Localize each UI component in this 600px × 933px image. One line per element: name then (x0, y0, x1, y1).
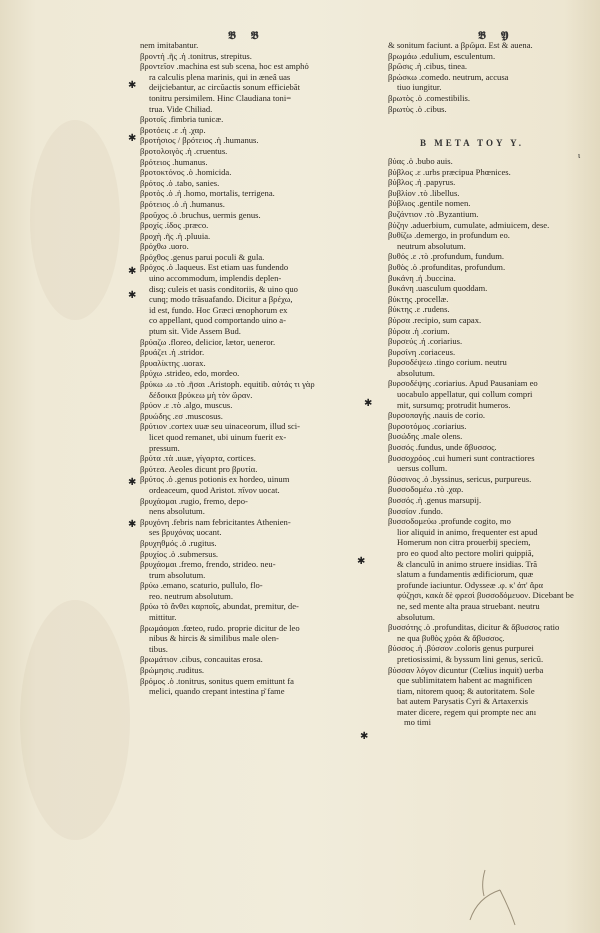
text-line: βυρσοτόμος .coriarius. (388, 420, 467, 431)
signature-mark-left: 𝕭 𝕭 (228, 30, 265, 42)
text-line: βυβλίον .τὸ .libellus. (388, 187, 460, 198)
text-line: deijciebantur, ac circũactis sonum efficiebăt (149, 82, 301, 93)
text-line: βύβλος .ἡ .papyrus. (388, 177, 456, 188)
text-line: lior aliquid in animo, frequenter est apud (397, 526, 538, 537)
text-line: βύας .ὁ .bubo auis. (388, 156, 453, 166)
marginal-doodle (460, 860, 520, 930)
text-line: que sublimitatem habent ac magnificen (397, 675, 533, 686)
text-line: βυσσότης .ὁ .profunditas, dicitur & ἄβυσσος ratio (388, 622, 560, 633)
text-line: βρύω τὸ ἄνθει καρποῖς, abundat, premitur, de- (140, 601, 299, 612)
text-line: ne, sed mente alta praua struebant. neutru (397, 600, 540, 611)
text-line: βροτοῖς .fimbria tunicæ. (140, 114, 224, 125)
left-column (140, 40, 366, 697)
text-line: pretiosissimi, & byssum lini genus, sericũ. (397, 653, 544, 664)
text-line: βροντεῖον .machina est sub scena, hoc est amphό (140, 61, 309, 72)
section-heading: B META TOY Y. (420, 138, 525, 148)
text-line: βρύκω .ω .τὸ .ῆσαι .Aristoph. equitib. αὐτάς τι γὰρ (140, 379, 315, 389)
text-line: βρυχόνη .febris nam febricitantes Athenien- (140, 516, 291, 527)
text-line: melici, quando crepant intestina p͂ fame (149, 686, 285, 697)
text-line: βρωτὺς .ὁ .cibus. (388, 103, 447, 114)
margin-asterisk: ✱ (128, 290, 137, 301)
text-line: βρύχω .strideo, edo, mordeo. (140, 368, 240, 379)
text-line: βρότειος .humanus. (140, 156, 208, 167)
text-line: βυσσοδομεύω .profunde cogito, mo (388, 516, 511, 527)
text-line: βυρσοδέψης .coriarius. Apud Pausaniam eo (388, 378, 538, 389)
text-line: cunq; modo trãsuafando. Dicitur a βρέχω, (149, 294, 293, 305)
text-line: βρύον .ε .τὸ .algo, muscus. (140, 400, 233, 411)
text-line: βύβλος .ε .urbs præcipua Phœnices. (388, 166, 511, 177)
text-line: Homerum non citra prouerbij speciem, (397, 537, 531, 548)
margin-asterisk: ✱ (357, 556, 366, 567)
text-line: βρυαλίκτης .uorax. (140, 357, 206, 368)
text-line: βυκάνη .ἡ .buccina. (388, 272, 456, 283)
text-line: βύσσος .ἡ .βύσσον .coloris genus purpurei (388, 643, 534, 654)
text-line: ordeaceum, quod Aristot. πῖνον uocat. (149, 484, 280, 495)
text-line: βρωμάτιον .cibus, concauitas erosa. (140, 654, 263, 665)
text-line: βυρσίνη .coriaceus. (388, 346, 456, 357)
text-line: βρωτὸς .ὁ .comestibilis. (388, 92, 471, 103)
text-line: βροχὴ .ῆς .ἡ .pluuia. (140, 230, 211, 241)
text-line: uino accommodum, implendis deplen- (149, 273, 282, 284)
text-line: pro eo quod alto pectore moliri quippiã, (397, 547, 534, 558)
text-line: βύσσαν λόγον dicuntur (Cœlius inquit) uerba (388, 664, 544, 675)
text-line: βυρσοπαγής .nauis de corio. (388, 410, 486, 421)
text-line: βυθὸς .ὁ .profunditas, profundum. (388, 261, 506, 272)
text-line: nens absolutum. (149, 506, 205, 517)
text-line: βροτήσιος / βρότειος .ἡ .humanus. (140, 135, 259, 146)
text-line: βύρσα .ἡ .corium. (388, 325, 450, 336)
text-line: βρυχηθμός .ὁ .rugitus. (140, 537, 217, 548)
text-line: tibus. (149, 643, 168, 654)
text-line: βυσσός .fundus, unde ἄβυσσος. (388, 442, 497, 453)
text-line: βροῦχος .ὁ .bruchus, uermis genus. (140, 209, 261, 220)
text-line: βύρσα .recipio, sum capax. (388, 314, 482, 325)
margin-asterisk: ✱ (360, 731, 369, 742)
text-line: licet quod remanet, ubi uinum fuerit ex- (149, 431, 287, 442)
text-line: βροτολοιγὸς .ἡ .cruentus. (140, 145, 228, 156)
text-line: slatum a fundamentis ædificiorum, quæ (397, 569, 534, 580)
text-line: mittitur. (149, 612, 177, 623)
text-line: disq; culeis et uasis conditoriis, & uino quo (149, 283, 298, 294)
text-line: βρότος .ὁ .tabo, sanies. (140, 177, 220, 188)
text-line: nem imitabantur. (140, 40, 199, 50)
text-line: βυρσοδέψεω .tingo corium. neutru (388, 357, 507, 368)
text-line: trum absolutum. (149, 569, 206, 580)
paper-stain (20, 600, 130, 840)
text-line: βροτόεις .ε .ἡ .χαρ. (140, 124, 206, 135)
text-line: βρύαζω .floreo, delicior, lætor, ueneror. (140, 336, 276, 347)
text-line: βυσσοχρόος .cui humeri sunt contractiores (388, 452, 535, 463)
margin-asterisk: ✱ (364, 398, 373, 409)
text-line: βροντή .ῆς .ἡ .tonitrus, strepitus. (140, 50, 252, 61)
text-line: neutrum absolutum. (397, 240, 466, 251)
text-line: tiuo iungitur. (397, 82, 442, 93)
text-line: βύβλιος .gentile nomen. (388, 198, 471, 209)
text-line: βρωμάομαι .fœteo, rudo. proprie dicitur de leo (140, 622, 300, 633)
text-line: mater dicere, regem qui prompte nec anı (397, 706, 537, 717)
text-line: profunde iaciuntur. Odysseæ .φ. κ' ἀπ' ἄρα (397, 579, 543, 590)
text-line: βυζάντιον .τὸ .Byzantium. (388, 208, 479, 219)
text-line: trua. Vide Chiliad. (149, 103, 213, 114)
text-line: ne qua βυθὸς χρόα & ἄβυσσος. (397, 632, 505, 643)
text-line: absolutum. (397, 367, 435, 378)
text-line: βυσσοδομέω .τὸ .χαρ. (388, 484, 464, 495)
text-line: βρόμος .ὁ .tonitrus, sonitus quem emittunt fa (140, 675, 294, 686)
text-line: βρύτος .ὁ .genus potionis ex hordeo, uinum (140, 474, 290, 485)
text-line: βρυώδης .εσ .muscosus. (140, 410, 223, 421)
margin-asterisk: ✱ (128, 266, 137, 277)
text-line: nibus & hircis & similibus male olen- (149, 633, 279, 644)
margin-asterisk: ✱ (128, 133, 137, 144)
text-line: id est, fundo. Hoc Græci œnophorum ex (149, 304, 288, 315)
text-line: βροτὸς .ὁ .ἡ .homo, mortalis, terrigena. (140, 188, 275, 199)
text-line: βυθίζω .demergo, in profundum eo. (388, 230, 510, 241)
paper-stain (30, 120, 120, 320)
text-line: βρότειος .ὁ .ἡ .humanus. (140, 198, 225, 209)
right-column-main (388, 156, 594, 728)
text-line: absolutum. (397, 611, 435, 622)
margin-asterisk: ✱ (128, 477, 137, 488)
text-line: uersus collum. (397, 463, 448, 474)
text-line: mit, sursumq; protrudit humeros. (397, 399, 511, 410)
text-line: tiam, nitorem quoq; & autoritatem. Sole (397, 685, 535, 696)
text-line: βρόχθος .genus parui poculi & gula. (140, 251, 265, 262)
text-line: uocabulo appellatur, qui collum compri (397, 389, 533, 400)
text-line: βυσσός .ἡ .genus marsupij. (388, 495, 482, 505)
text-line: βρύτεα. Aeoles dicunt pro βρυτία. (140, 463, 258, 474)
text-line: & clanculũ in animo struere insidias. Trã (397, 558, 538, 569)
text-line: & sonitum faciunt. a βρῶμα. Est & auena. (388, 40, 533, 50)
text-line: βρυχάομαι .fremo, frendo, strideo. neu- (140, 559, 276, 570)
text-line: φύζῃσι, κακὰ δὲ φρεσὶ βυσσοδόμευον. Dicebant be (397, 590, 574, 601)
text-line: βύκτης .ε .rudens. (388, 304, 450, 315)
text-line: δέδοικα βρύκεω μὴ τὸν ὥραν. (149, 389, 253, 400)
text-line: bat autem Parysatis Cyri & Artaxerxis (397, 696, 529, 707)
text-line: βρύτα .τὰ .uuæ, γίγαρτα, cortices. (140, 453, 256, 464)
text-line: βυθός .ε .τὸ .profundum, fundum. (388, 251, 505, 262)
margin-asterisk: ✱ (128, 519, 137, 530)
text-line: βρῶσις .ἡ .cibus, tinea. (388, 61, 468, 72)
text-line: βυσώδης .male olens. (388, 431, 463, 442)
text-line: βρυάζει .ἡ .stridor. (140, 347, 205, 358)
text-line: βυσσίον .fundo. (388, 505, 443, 516)
text-line: βρώμησις .ruditus. (140, 665, 205, 676)
right-column-top (388, 40, 594, 114)
text-line: ptum sit. Vide Assem Bud. (149, 326, 241, 337)
text-line: pressum. (149, 442, 180, 453)
signature-mark-right: 𝕭 𝖄 (478, 30, 515, 42)
text-line: βρωμάω .edulium, esculentum. (388, 50, 496, 61)
text-line: βυκάνη .uasculum quoddam. (388, 283, 488, 294)
text-line: βυρσεύς .ἡ .coriarius. (388, 336, 463, 347)
text-line: βρόχος .ὁ .laqueus. Est etiam uas fundendo (140, 262, 289, 273)
text-line: βύκτης .procellæ. (388, 293, 449, 304)
margin-asterisk: ✱ (128, 80, 137, 91)
text-line: reo. neutrum absolutum. (149, 590, 234, 601)
text-line: βροχίς .ίδος .præco. (140, 220, 209, 231)
text-line: βρώσκω .comedo. neutrum, accusa (388, 71, 509, 82)
text-line: mo timi (404, 717, 431, 728)
text-line: βύζην .aduerbium, cumulate, admiuicem, dese. (388, 219, 550, 230)
text-line: βύσσινος .ὁ .byssinus, sericus, purpureus. (388, 473, 532, 484)
text-line: βρόχθω .uoro. (140, 241, 189, 252)
text-line: tonitru persimilem. Hinc Claudiana toni= (149, 92, 292, 103)
text-line: βρυχάομαι .rugio, fremo, depo- (140, 495, 248, 506)
text-line: co appellant, quod comportando uino a- (149, 315, 286, 326)
text-line: βρυχίος .ὁ .submersus. (140, 548, 219, 559)
text-line: βρύω .emano, scaturio, pullulo, flo- (140, 580, 263, 591)
text-line: βρύτιον .cortex uuæ seu uinaceorum, illud sci- (140, 421, 301, 432)
text-line: βροτοκτόνος .ὁ .homicida. (140, 167, 232, 178)
text-line: ra calculis plena marinis, qui in æneâ uas (149, 71, 291, 82)
text-line: ses βρυχόνας uocant. (149, 527, 222, 538)
margin-note-mark: ι (578, 151, 581, 160)
